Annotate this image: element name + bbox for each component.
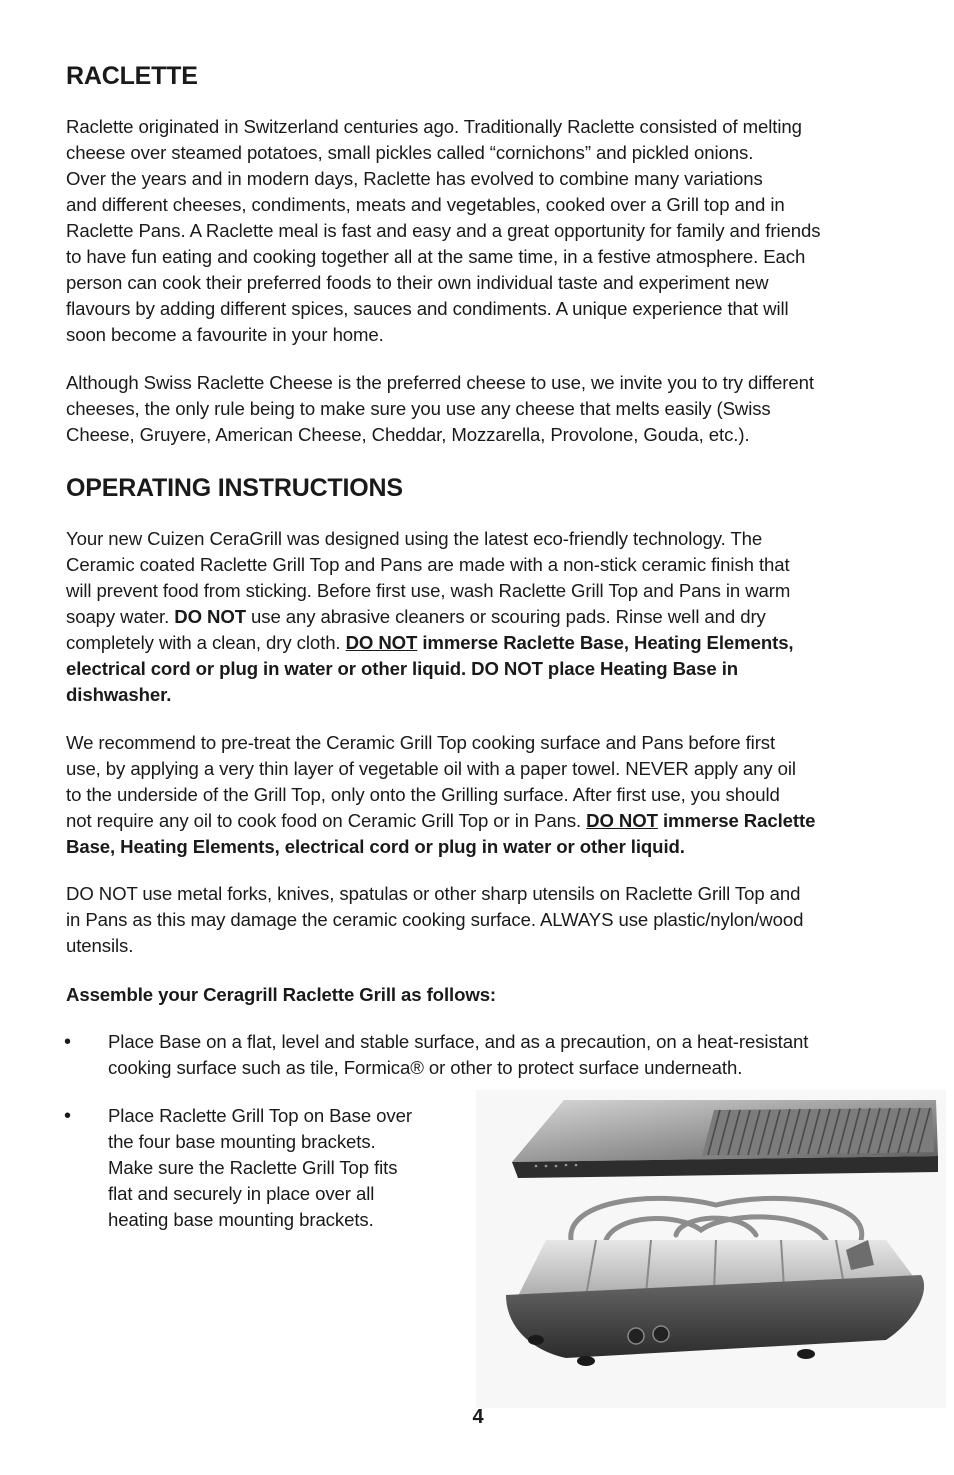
raclette-heading: RACLETTE: [66, 62, 198, 90]
grill-top-plate: [512, 1100, 938, 1178]
bullet-icon: •: [64, 1105, 72, 1127]
operating-instructions-heading: OPERATING INSTRUCTIONS: [66, 474, 403, 502]
do-not-warning: DO NOT: [586, 810, 658, 831]
page-number: 4: [472, 1406, 484, 1428]
pretreat-paragraph: We recommend to pre-treat the Ceramic Grill Top cooking surface and Pans before first use, by applying a very thin layer of vegetable oil with a paper towel. NEVER apply any oil to the underside of the Grill Top, only onto the Grilling surface. After first use, you should not require any oil to cook food on Ceramic Grill Top or in Pans. DO NOT immerse Raclette Base, Heating Elements, electrical cord or plug in water or other liquid.: [66, 732, 816, 857]
assemble-heading: Assemble your Ceragrill Raclette Grill as follows:: [66, 984, 497, 1005]
bullet-item-grill-top: • Place Raclette Grill Top on Base over the four base mounting brackets. Make sure the Raclette Grill Top fits flat and securely in place over all heating base mounting brackets.: [64, 1105, 412, 1230]
raclette-grill-image: [476, 1090, 946, 1408]
cheese-paragraph: Although Swiss Raclette Cheese is the preferred cheese to use, we invite you to try different cheeses, the only rule being to make sure you use any cheese that melts easily (Swiss Cheese, Gruyere, American Cheese, Cheddar, Mozzarella, Provolone, Gouda, etc.).: [66, 372, 814, 445]
bullet-icon: •: [64, 1031, 72, 1053]
do-not-emphasis: DO NOT: [174, 606, 246, 627]
utensils-paragraph: DO NOT use metal forks, knives, spatulas or other sharp utensils on Raclette Grill Top and in Pans as this may damage the ceramic cooking surface. ALWAYS use plastic/nylon/wood utensils.: [66, 883, 804, 956]
do-not-warning: DO NOT: [345, 632, 418, 653]
bullet-item-base: • Place Base on a flat, level and stable surface, and as a precaution, on a heat-resistant cooking surface such as tile, Formica® or other to protect surface underneath.: [64, 1031, 809, 1078]
raclette-intro-paragraph: Raclette originated in Switzerland centuries ago. Traditionally Raclette consisted of melting cheese over steamed potatoes, small pickles called “cornichons” and pickled onions. Over the years and in modern days, Raclette has evolved to combine many variations and different cheeses, condiments, meats and vegetables, cooked over a Grill top and in Raclette Pans. A Raclette meal is fast and easy and a great opportunity for family and friends to have fun eating and cooking together all at the same time, in a festive atmosphere. Each person can cook their preferred foods to their own individual taste and experiment new flavours by adding different spices, sauces and condiments. A unique experience that will soon become a favourite in your home.: [66, 116, 821, 345]
cleaning-paragraph: Your new Cuizen CeraGrill was designed using the latest eco-friendly technology. The Ceramic coated Raclette Grill Top and Pans are made with a non-stick ceramic finish that will prevent food from sticking. Before first use, wash Raclette Grill Top and Pans in warm soapy water. DO NOT use any abrasive cleaners or scouring pads. Rinse well and dry completely with a clean, dry cloth. DO NOT immerse Raclette Base, Heating Elements, electrical cord or plug in water or other liquid. DO NOT place Heating Base in dishwasher.: [66, 528, 794, 705]
